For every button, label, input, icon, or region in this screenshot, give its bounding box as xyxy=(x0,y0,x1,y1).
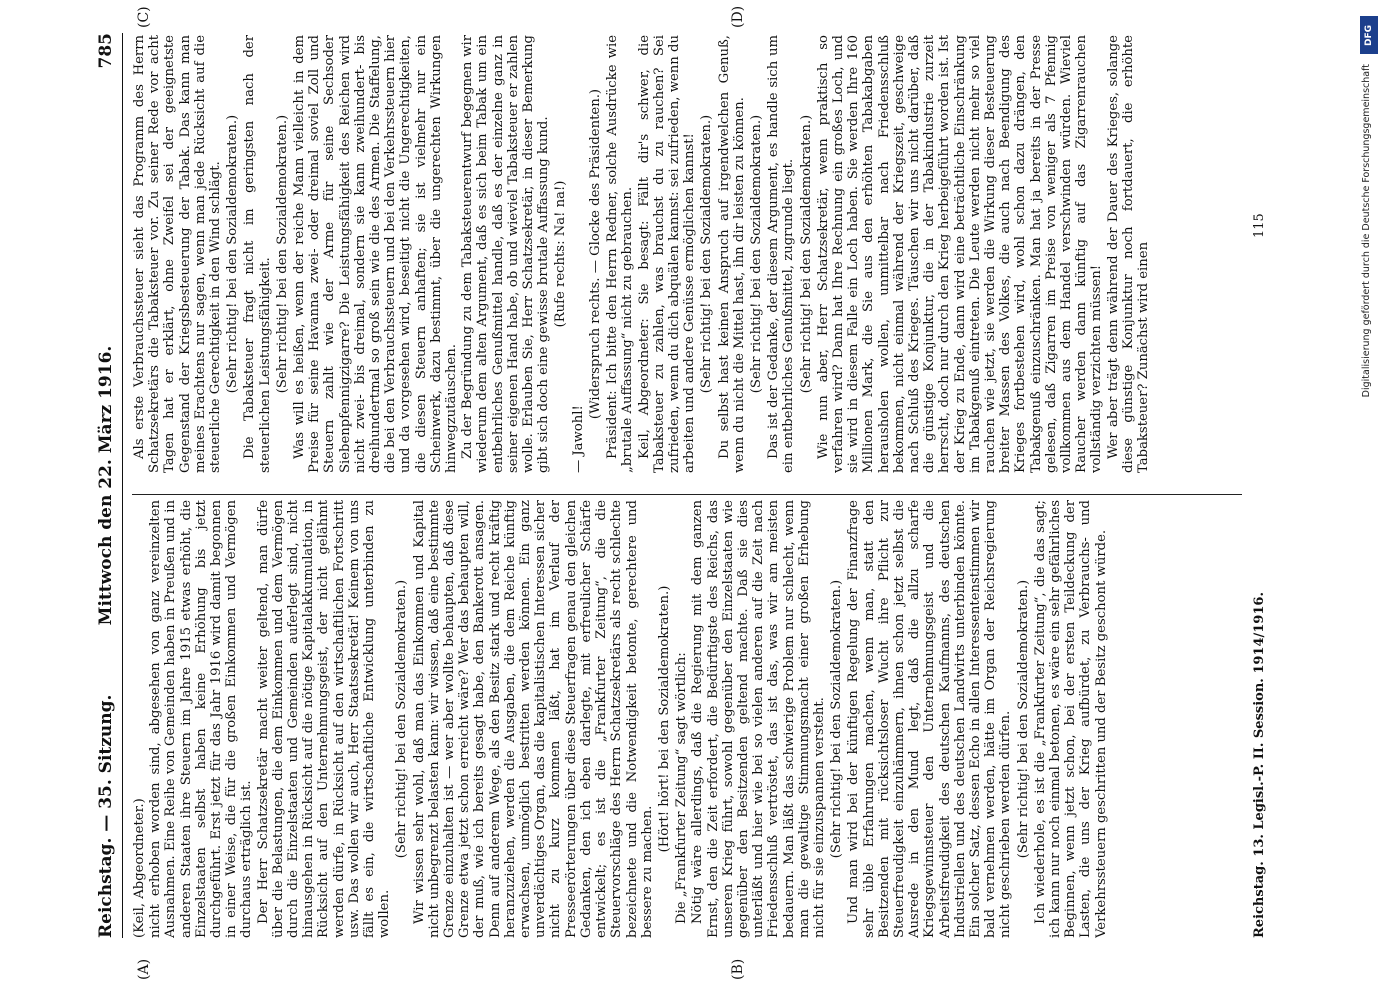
paragraph: Wer aber trägt denn während der Dauer des Krieges, solange diese günstige Konjunktur noch fortdauert, die erhöhte Tabaksteuer? Zunächst wird einen xyxy=(1105,35,1151,473)
paragraph: nicht erhoben worden sind, abgesehen von ganz vereinzelten Ausnahmen. Eine Reihe von Gemeinden haben in Preußen und in anderen Staaten ihre Steuern im Jahre 1915 etwas erhöht, die Einzelstaaten selbst haben keine Erhöhung bis jetzt durchgeführt. Erst jetzt für das Jahr 1916 wird damit begonnen in einer Weise, die für die großen Einkommen und Vermögen durchaus erträglich ist. xyxy=(148,500,255,938)
margin-mark-d: (D) xyxy=(730,5,746,28)
paragraph: Ich wiederhole, es ist die „Frankfurter Zeitung“, die das sagt; ich kann nur noch einmal betonen, es wäre ein sehr gefährliches Beginnen, wenn jetzt schon, bei der ersten Teildeckung der Lasten, die uns der Krieg aufbürdet, zu Verbrauchs- und Verkehrssteuern geschritten und der Besitz geschont würde. xyxy=(1032,500,1109,938)
interjection: (Sehr richtig! bei den Sozialdemokraten.) xyxy=(748,114,764,394)
interjection: (Rufe rechts: Na! na!) xyxy=(553,180,569,328)
header-session: Reichstag. — 35. Sitzung. xyxy=(96,694,116,938)
paragraph: (Keil, Abgeordneter.) xyxy=(132,798,147,938)
paragraph: Als erste Verbrauchssteuer sieht das Programm des Herrn Schatzsekretärs die Tabaksteuer vor. Zu seiner Rede vor acht Tagen hat er erklärt, ohne Zweifel sei der geeignetste Gegenstand der Kriegsbesteuerung der Tabak. Das kann man meines Erachtens nur sagen, wenn man jede Rücksicht auf die steuerliche Gerechtigkeit in den Wind schlägt. xyxy=(132,35,224,473)
interjection: (Sehr richtig! bei den Sozialdemokraten.) xyxy=(274,114,290,394)
paragraph: Und man wird bei der künftigen Regelung der Finanzfrage sehr üble Erfahrungen machen, wenn man, statt den Besitzenden mit rücksichtsloser Wucht ihre Pflicht zur Steuerfreudigkeit einzuhämmern, ihnen schon jetzt selbst die Ausrede in den Mund legt, daß die allzu scharfe Kriegsgewinnsteuer den Unternehmungsgeist und die Arbeitsfreudigkeit des deutschen Kaufmanns, des deutschen Industriellen und des deutschen Landwirts unterbinden könnte. Ein solcher Satz, dessen Echo in allen Interessentenstimmen wir bald vernehmen werden, hätte im Organ der Reichsregierung nicht geschrieben werden dürfen. xyxy=(846,500,1014,938)
dfg-logo: DFG xyxy=(1360,16,1378,54)
right-column xyxy=(132,35,1242,473)
scanned-page xyxy=(40,0,1330,1000)
interjection: (Sehr richtig! bei den Sozialdemokraten.) xyxy=(1015,579,1031,859)
column-divider xyxy=(132,494,1242,495)
header-page-number: 785 xyxy=(96,33,116,69)
paragraph: Wir wissen sehr wohl, daß man das Einkommen und Kapital nicht unbegrenzt belasten kann: wir wissen, daß eine bestimmte Grenze einzuhalten ist — wer aber wollte behaupten, daß diese Grenze etwa jetzt schon erreicht wäre? Wer das behaupten will, der muß, wie ich bereits gesagt habe, den Bankerott ansagen. Denn auf anderem Wege, als den Besitz stark und recht kräftig heranzuziehen, werden die Ausgaben, die dem Reiche künftig erwachsen, unmöglich bestritten werden können. Ein ganz unverdächtiges Organ, das die kapitalistischen Interessen sicher nicht zu kurz kommen läßt, hat im Verlauf der Presseerörterungen über diese Steuerfragen genau den gleichen Gedanken, den ich eben darlegte, mit erfreulicher Schärfe entwickelt; es ist die „Frankfurter Zeitung“, die die Steuervorschläge des Herrn Schatzsekretärs als recht schlechte bezeichnete und die Notwendigkeit betonte, gerechtere und bessere zu machen. xyxy=(411,500,655,938)
paragraph: Was will es heißen, wenn der reiche Mann vielleicht in dem Preise für seine Havanna zwei- oder dreimal soviel Zoll und Steuern zahlt wie der Arme für seine Sechsoder Siebenpfennigzigarre? Die Leistungsfähigkeit des Reichen wird nicht zwei- bis dreimal, sondern sie kann zweihundert- bis dreihundertmal so groß sein wie die des Armen. Die Staffelung, die bei den Verbrauchssteuern und bei den Verkehrssteuern hier und da vorgesehen wird, beseitigt nicht die Ungerechtigkeiten, die diesen Steuern anhaften; sie ist vielmehr nur ein Scheinwerk, dazu bestimmt, über die ungerechten Wirkungen hinwegzutäuschen. xyxy=(292,35,460,473)
paragraph: Zu der Begründung zu dem Tabaksteuerentwurf begegnen wir wiederum dem alten Argument, daß es sich beim Tabak um ein entbehrliches Genußmittel handle, daß es der einzelne ganz in seiner eigenen Hand habe, ob und wieviel Tabaksteuer er zahlen wolle. Erlauben Sie, Herr Schatzsekretär, in dieser Bemerkung gibt sich doch eine gewisse brutale Auffassung kund. xyxy=(460,35,552,473)
footer-session-info: Reichstag. 13. Legisl.-P. II. Session. 1914/1916. xyxy=(1252,592,1267,938)
paragraph: Nötig wäre allerdings, daß die Regierung mit dem ganzen Ernst, den die Zeit erfordert, die Bedürftigste des Reichs, das unseren Krieg führt, sowohl gegenüber den Einzelstaaten wie gegenüber den Besitzenden geltend machte. Daß sie dies unterläßt und hier wie bei so vielen anderen auf die Zeit nach Friedensschluß vertröstet, das ist das, was wir am meisten bedauern. Man läßt das schwierige Problem nur schlecht, wenn man die gewaltige Stimmungsmacht einer großen Erhebung nicht für sie einzuspannen versteht. xyxy=(690,500,827,938)
paragraph: Der Herr Schatzsekretär macht weiter geltend, man dürfe über die Belastungen, die dem Einkommen und dem Vermögen durch die Einzelstaaten und Gemeinden auferlegt sind, nicht hinausgehen in Rücksicht auf die nötige Kapitalakkumulation, in Rücksicht auf den Unternehmungsgeist, der nicht gelähmt werden dürfe, in Rücksicht auf den wirtschaftlichen Fortschritt usw. Das wollen wir auch, Herr Staatssekretär! Keinem von uns fällt es ein, die wirtschaftliche Entwicklung unterbinden zu wollen. xyxy=(255,500,393,938)
interjection: (Sehr richtig! bei den Sozialdemokraten.) xyxy=(829,579,845,859)
footer-page-code: 115 xyxy=(1252,213,1267,238)
paragraph: Keil, Abgeordneter: Sie besagt: Fällt dir's schwer, die Tabaksteuer zu zahlen, was brauchst du zu rauchen? Sei zufrieden, wenn du dich abquälen kannst: sei zufrieden, wenn du arbeiten und andere Genüsse ermöglichen kannst! xyxy=(636,35,698,473)
interjection: (Sehr richtig! bei den Sozialdemokraten.) xyxy=(394,579,410,859)
paragraph: Du selbst hast keinen Anspruch auf irgendwelchen Genuß, wenn du nicht die Mittel hast, ihn dir leisten zu können. xyxy=(716,35,747,473)
page-header xyxy=(94,33,123,938)
left-column xyxy=(132,500,1242,938)
interjection: (Sehr richtig! bei den Sozialdemokraten.) xyxy=(225,114,241,394)
header-date: Mittwoch den 22. März 1916. xyxy=(96,345,116,626)
interjection: (Sehr richtig! bei den Sozialdemokraten.) xyxy=(699,114,715,394)
paragraph: Wie nun aber, Herr Schatzsekretär, wenn praktisch so verfahren wird? Dann hat Ihre Rechnung ein großes Loch, und sie wird in diesem Falle ein Loch haben. Sie werden Ihre 160 Millionen Mark, die Sie aus den erhöhten Tabakabgaben herausholen wollen, unmittelbar nach Friedensschluß bekommen, nicht einmal während der Kriegszeit, geschweige nach Schluß des Krieges. Täuschen wir uns nicht darüber, daß die günstige Konjunktur, die in der Tabakindustrie zurzeit herrscht, doch nur durch den Krieg herbeigeführt worden ist. Ist der Krieg zu Ende, dann wird eine beträchtliche Einschränkung im Tabakgenuß eintreten. Die Leute werden nicht mehr so viel rauchen wie jetzt, sie werden die Wirkung dieser Besteuerung breiter Massen des Volkes, die auch nach Beendigung des Krieges fortbestehen wird, wohl schon dazu drängen, den Tabakgenuß einzuschränken. Man hat ja bereits in der Presse gelesen, daß Zigarren im Preise von weniger als 7 Pfennig vollkommen aus dem Handel verschwinden würden. Wieviel Raucher werden dann künftig auf das Zigarrenrauchen vollständig verzichten müssen! xyxy=(815,35,1105,473)
paragraph: Die „Frankfurter Zeitung“ sagt wörtlich: xyxy=(674,652,690,924)
paragraph: Die Tabaksteuer fragt nicht im geringsten nach der steuerlichen Leistungsfähigkeit. xyxy=(242,35,273,473)
interjection: (Widerspruch rechts. — Glocke des Präsidenten.) xyxy=(587,88,603,420)
dfg-credit xyxy=(1352,8,1382,993)
margin-mark-b: (B) xyxy=(730,958,746,980)
paragraph: Das ist der Gedanke, der diesem Argument, es handle sich um ein entbehrliches Genußmittel, zugrunde liegt. xyxy=(766,35,797,473)
dfg-credit-text: Digitalisierung gefördert durch die Deutsche Forschungsgemeinschaft xyxy=(1361,64,1372,398)
interjection: (Sehr richtig! bei den Sozialdemokraten.) xyxy=(798,114,814,394)
page-footer xyxy=(1252,33,1274,938)
margin-mark-c: (C) xyxy=(136,6,152,28)
paragraph: Präsident: Ich bitte den Herrn Redner, solche Ausdrücke wie „brutale Auffassung“ nicht zu gebrauchen. xyxy=(605,35,636,473)
interjection: (Hört! hört! bei den Sozialdemokraten.) xyxy=(656,585,672,853)
paragraph: — Jawohl! xyxy=(570,405,586,473)
margin-mark-a: (A) xyxy=(136,958,152,980)
